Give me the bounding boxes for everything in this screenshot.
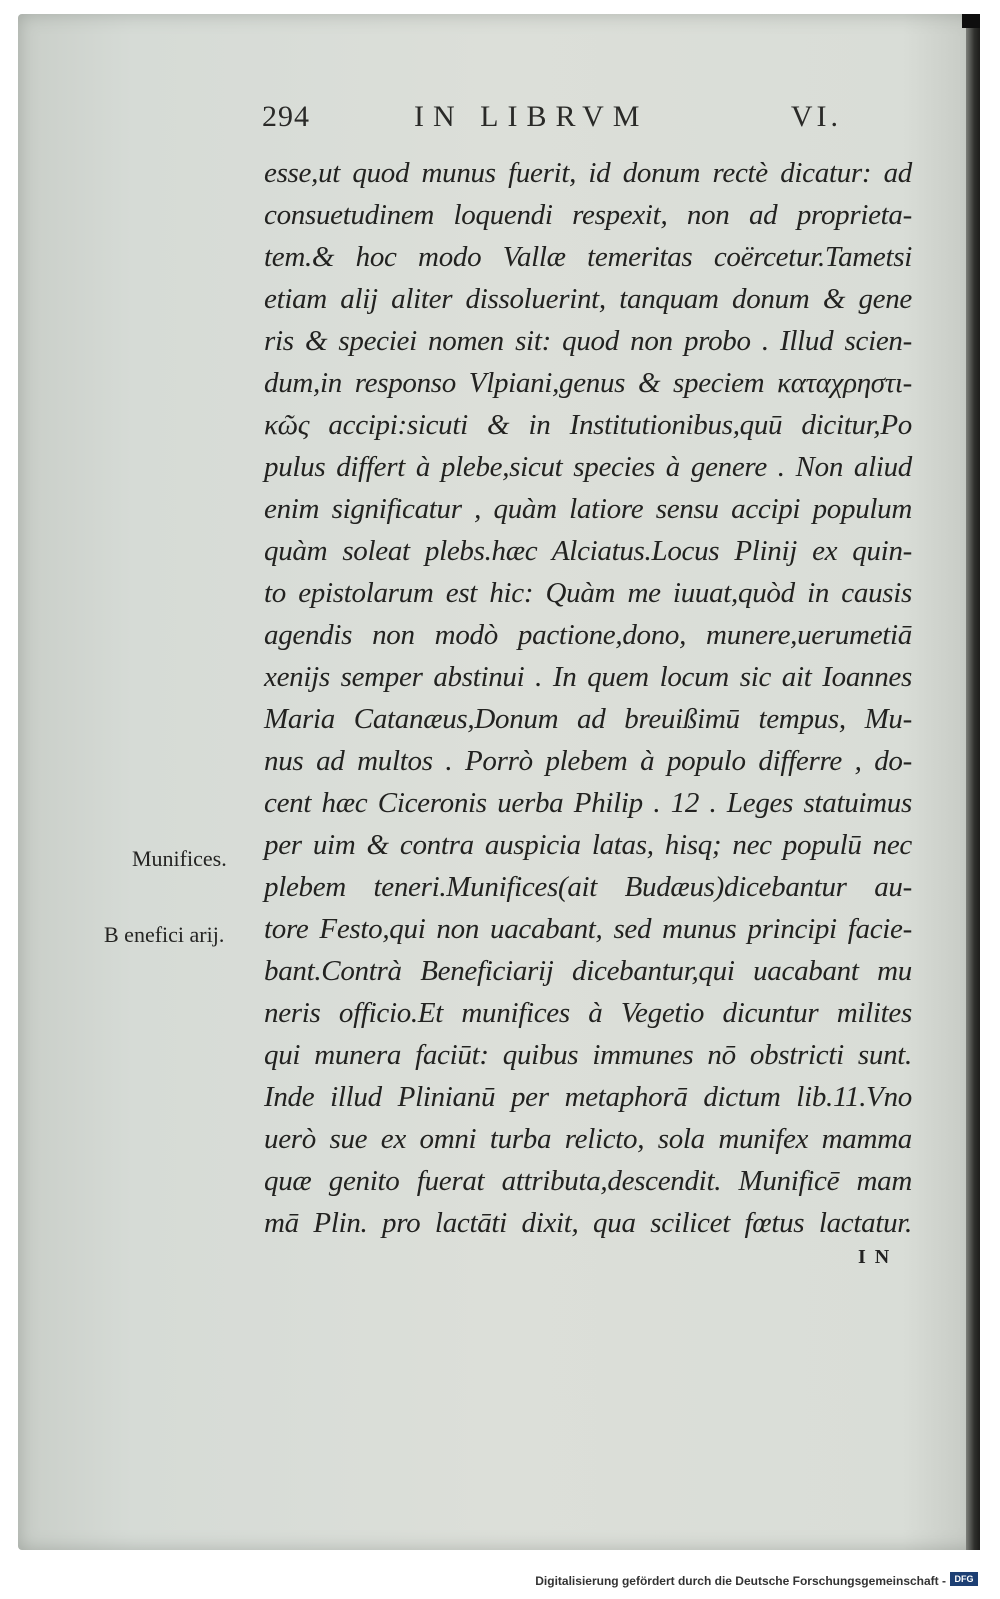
funding-credit: Digitalisierung gefördert durch die Deutsche Forschungsgemeinschaft - xyxy=(535,1574,946,1588)
text-line: qui munera faciūt: quibus immunes nō obstricti sunt. xyxy=(264,1039,912,1071)
text-line: tore Festo,qui non uacabant, sed munus principi facie- xyxy=(264,913,912,945)
text-line: dum,in responso Vlpiani,genus & speciem καταχρηστι- xyxy=(264,367,912,399)
text-line: etiam alij aliter dissoluerint, tanquam donum & gene xyxy=(264,283,912,315)
page-corner-shadow xyxy=(962,14,980,28)
text-line: Maria Catanæus,Donum ad breuißimū tempus, Mu- xyxy=(264,703,912,735)
marginal-note-munifices: Munifices. xyxy=(132,846,227,871)
text-line: nus ad multos . Porrò plebem à populo differre , do- xyxy=(264,745,912,777)
text-line: quàm soleat plebs.hæc Alciatus.Locus Plinij ex quin- xyxy=(264,535,912,567)
text-line: neris officio.Et munifices à Vegetio dicuntur milites xyxy=(264,997,912,1029)
book-spine-edge xyxy=(966,14,980,1550)
text-line: κῶς accipi:sicuti & in Institutionibus,quū dicitur,Po xyxy=(264,409,912,441)
text-line: per uim & contra auspicia latas, hisq; nec populū nec xyxy=(264,829,912,861)
text-line: plebem teneri.Munifices(ait Budæus)dicebantur au- xyxy=(264,871,912,903)
running-title: IN LIBRVM xyxy=(414,100,649,133)
text-line: tem.& hoc modo Vallæ temeritas coërcetur.Tametsi xyxy=(264,241,912,273)
text-line: cent hæc Ciceronis uerba Philip . 12 . Leges statuimus xyxy=(264,787,912,819)
text-line: to epistolarum est hic: Quàm me iuuat,quòd in causis xyxy=(264,577,912,609)
text-line: bant.Contrà Beneficiarij dicebantur,qui uacabant mu xyxy=(264,955,912,987)
book-number: VI. xyxy=(790,100,842,133)
text-line: quæ genito fuerat attributa,descendit. Munificē mam xyxy=(264,1165,912,1197)
text-line: consuetudinem loquendi respexit, non ad proprieta- xyxy=(264,199,912,231)
text-line: enim significatur , quàm latiore sensu accipi populum xyxy=(264,493,912,525)
text-line: uerò sue ex omni turba relicto, sola munifex mamma xyxy=(264,1123,912,1155)
text-line: xenijs semper abstinui . In quem locum sic ait Ioannes xyxy=(264,661,912,693)
catchword: I N xyxy=(858,1246,892,1268)
page-number: 294 xyxy=(262,100,310,133)
text-line: esse,ut quod munus fuerit, id donum rectè dicatur: ad xyxy=(264,157,912,189)
dfg-logo: DFG xyxy=(950,1572,978,1586)
main-text-block xyxy=(264,152,912,1244)
text-line: ris & speciei nomen sit: quod non probo . Illud scien- xyxy=(264,325,912,357)
digitization-footer xyxy=(0,1552,1000,1599)
text-line: agendis non modò pactione,dono, munere,uerumetiā xyxy=(264,619,912,651)
marginal-note-beneficiarij: B enefici arij. xyxy=(104,922,225,947)
running-header xyxy=(262,100,842,140)
text-line: mā Plin. pro lactāti dixit, qua scilicet fœtus lactatur. xyxy=(264,1207,912,1239)
text-line: pulus differt à plebe,sicut species à genere . Non aliud xyxy=(264,451,912,483)
text-line: Inde illud Plinianū per metaphorā dictum lib.11.Vno xyxy=(264,1081,912,1113)
